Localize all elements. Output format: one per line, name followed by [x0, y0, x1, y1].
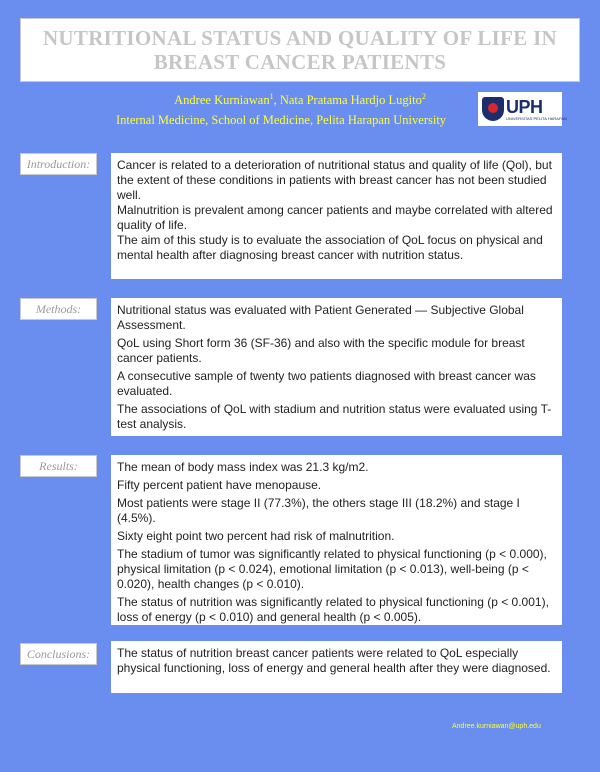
conclusions-paragraph: The status of nutrition breast cancer patients were related to QoL especially physical functioning, loss of energy and general health after they were diagnosed. [117, 646, 551, 675]
methods-label: Methods: [20, 298, 97, 320]
results-paragraph: The stadium of tumor was significantly related to physical functioning (p < 0.000), physical limitation (p < 0.024), emotional limitation (p < 0.013), well-being (p < 0.020), health changes (p < 0.010). [117, 547, 547, 591]
shield-icon [482, 97, 504, 121]
conclusions-label: Conclusions: [20, 643, 97, 665]
logo-subtext: UNIVERSITAS PELITA HARAPAN [506, 115, 567, 121]
conclusions-box [111, 641, 562, 693]
introduction-paragraph: The aim of this study is to evaluate the association of QoL focus on physical and mental health after diagnosing breast cancer with nutrition status. [117, 233, 543, 262]
methods-paragraph: Nutritional status was evaluated with Patient Generated — Subjective Global Assessment. [117, 303, 524, 332]
contact-email: Andree.kurniawan@uph.edu [452, 723, 541, 730]
author-1: Andree Kurniawan [174, 93, 270, 108]
introduction-paragraph: Cancer is related to a deterioration of nutritional status and quality of life (Qol), but the extent of these conditions in patients with breast cancer has not been studied well. [117, 158, 552, 202]
logo-text: UPH [506, 96, 543, 117]
results-paragraph: Fifty percent patient have menopause. [117, 478, 322, 492]
results-paragraph: Sixty eight point two percent had risk of malnutrition. [117, 529, 395, 543]
introduction-label: Introduction: [20, 153, 97, 175]
results-box [111, 455, 562, 625]
methods-box [111, 298, 562, 436]
methods-paragraph: QoL using Short form 36 (SF-36) and also with the specific module for breast cancer patients. [117, 336, 525, 365]
author-2: Nata Pratama Hardjo Lugito [279, 93, 422, 108]
results-paragraph: The status of nutrition was significantly related to physical functioning (p < 0.001), loss of energy (p < 0.010) and general health (p < 0.005). [117, 595, 549, 624]
affiliation: Internal Medicine, School of Medicine, Pelita Harapan University [115, 113, 447, 127]
poster-title [43, 26, 557, 74]
results-paragraph: The mean of body mass index was 21.3 kg/m2. [117, 460, 369, 474]
introduction-paragraph: Malnutrition is prevalent among cancer patients and maybe correlated with altered quality of life. [117, 203, 553, 232]
author-2-affiliation-mark: 2 [421, 92, 426, 101]
methods-paragraph: The associations of QoL with stadium and nutrition status were evaluated using T-test analysis. [117, 402, 552, 431]
introduction-box [111, 153, 562, 279]
title-box [20, 18, 580, 82]
logo-wordmark [506, 98, 567, 121]
methods-paragraph: A consecutive sample of twenty two patients diagnosed with breast cancer was evaluated. [117, 369, 536, 398]
results-label: Results: [20, 455, 97, 477]
title-line-2: BREAST CANCER PATIENTS [153, 50, 447, 74]
title-line-1: NUTRITIONAL STATUS AND QUALITY OF LIFE IN [42, 26, 558, 50]
author-1-affiliation-mark: 1 [269, 92, 274, 101]
author-separator: , [273, 93, 280, 108]
results-paragraph: Most patients were stage II (77.3%), the others stage III (18.2%) and stage I (4.5%). [117, 496, 520, 525]
uph-logo [478, 92, 567, 126]
